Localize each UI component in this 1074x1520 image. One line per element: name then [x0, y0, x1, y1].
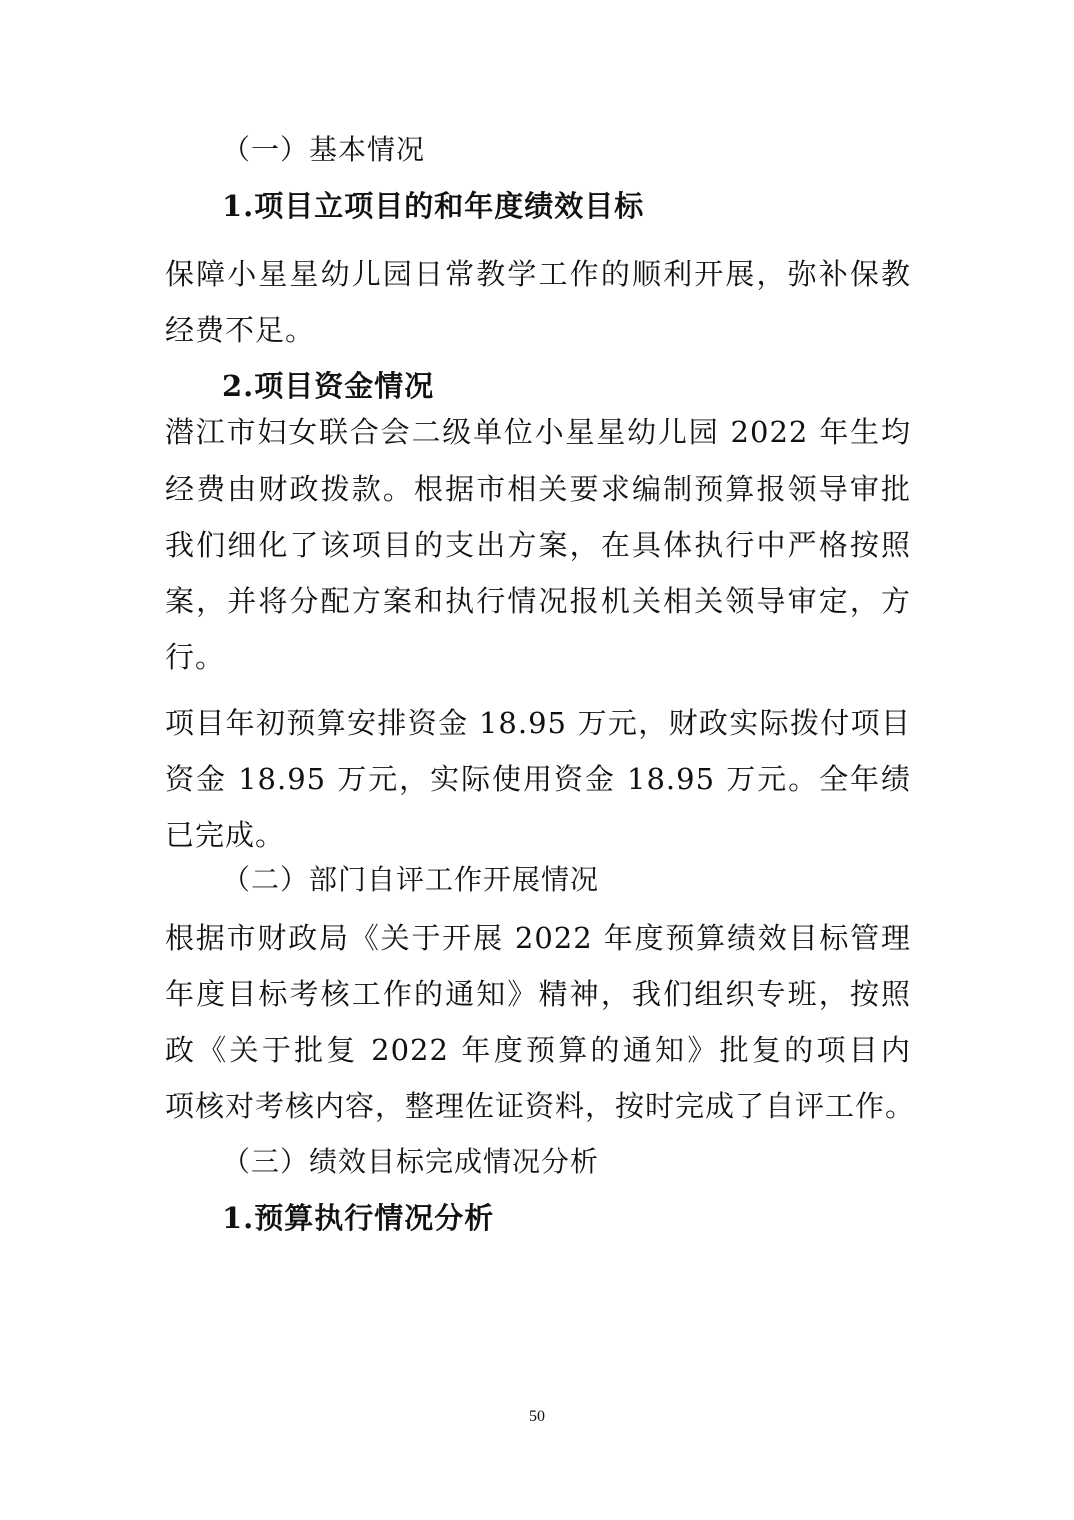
paragraph-line: 已完成。 [165, 818, 286, 852]
paragraph-line: 项目年初预算安排资金 18.95 万元，财政实际拨付项目 [165, 706, 911, 740]
paragraph-line: 行。 [165, 640, 226, 674]
paragraph-line: 政《关于批复 2022 年度预算的通知》批复的项目内 [165, 1033, 911, 1067]
paragraph-line: 我们细化了该项目的支出方案，在具体执行中严格按照 [165, 528, 911, 562]
paragraph-line: 年度目标考核工作的通知》精神，我们组织专班，按照 [165, 977, 911, 1011]
item-heading-project-funds: 2.项目资金情况 [222, 369, 435, 403]
item-heading-project-goals: 1.项目立项目的和年度绩效目标 [222, 189, 645, 223]
paragraph-line: 资金 18.95 万元，实际使用资金 18.95 万元。全年绩 [165, 762, 911, 796]
paragraph-line: 根据市财政局《关于开展 2022 年度预算绩效目标管理 [165, 921, 911, 955]
paragraph-line: 案，并将分配方案和执行情况报机关相关领导审定，方 [165, 584, 911, 618]
paragraph-line: 经费不足。 [165, 313, 316, 347]
page-number: 50 [529, 1408, 545, 1425]
paragraph-line: 经费由财政拨款。根据市相关要求编制预算报领导审批 [165, 472, 911, 506]
section-heading-self-evaluation: （二）部门自评工作开展情况 [222, 863, 600, 896]
section-heading-goal-analysis: （三）绩效目标完成情况分析 [222, 1145, 600, 1178]
paragraph-line: 项核对考核内容，整理佐证资料，按时完成了自评工作。 [165, 1089, 916, 1123]
paragraph-line: 潜江市妇女联合会二级单位小星星幼儿园 2022 年生均 [165, 415, 911, 449]
item-heading-budget-execution: 1.预算执行情况分析 [222, 1201, 495, 1235]
paragraph-line: 保障小星星幼儿园日常教学工作的顺利开展，弥补保教 [165, 257, 911, 291]
section-heading-basic-info: （一）基本情况 [222, 133, 426, 166]
